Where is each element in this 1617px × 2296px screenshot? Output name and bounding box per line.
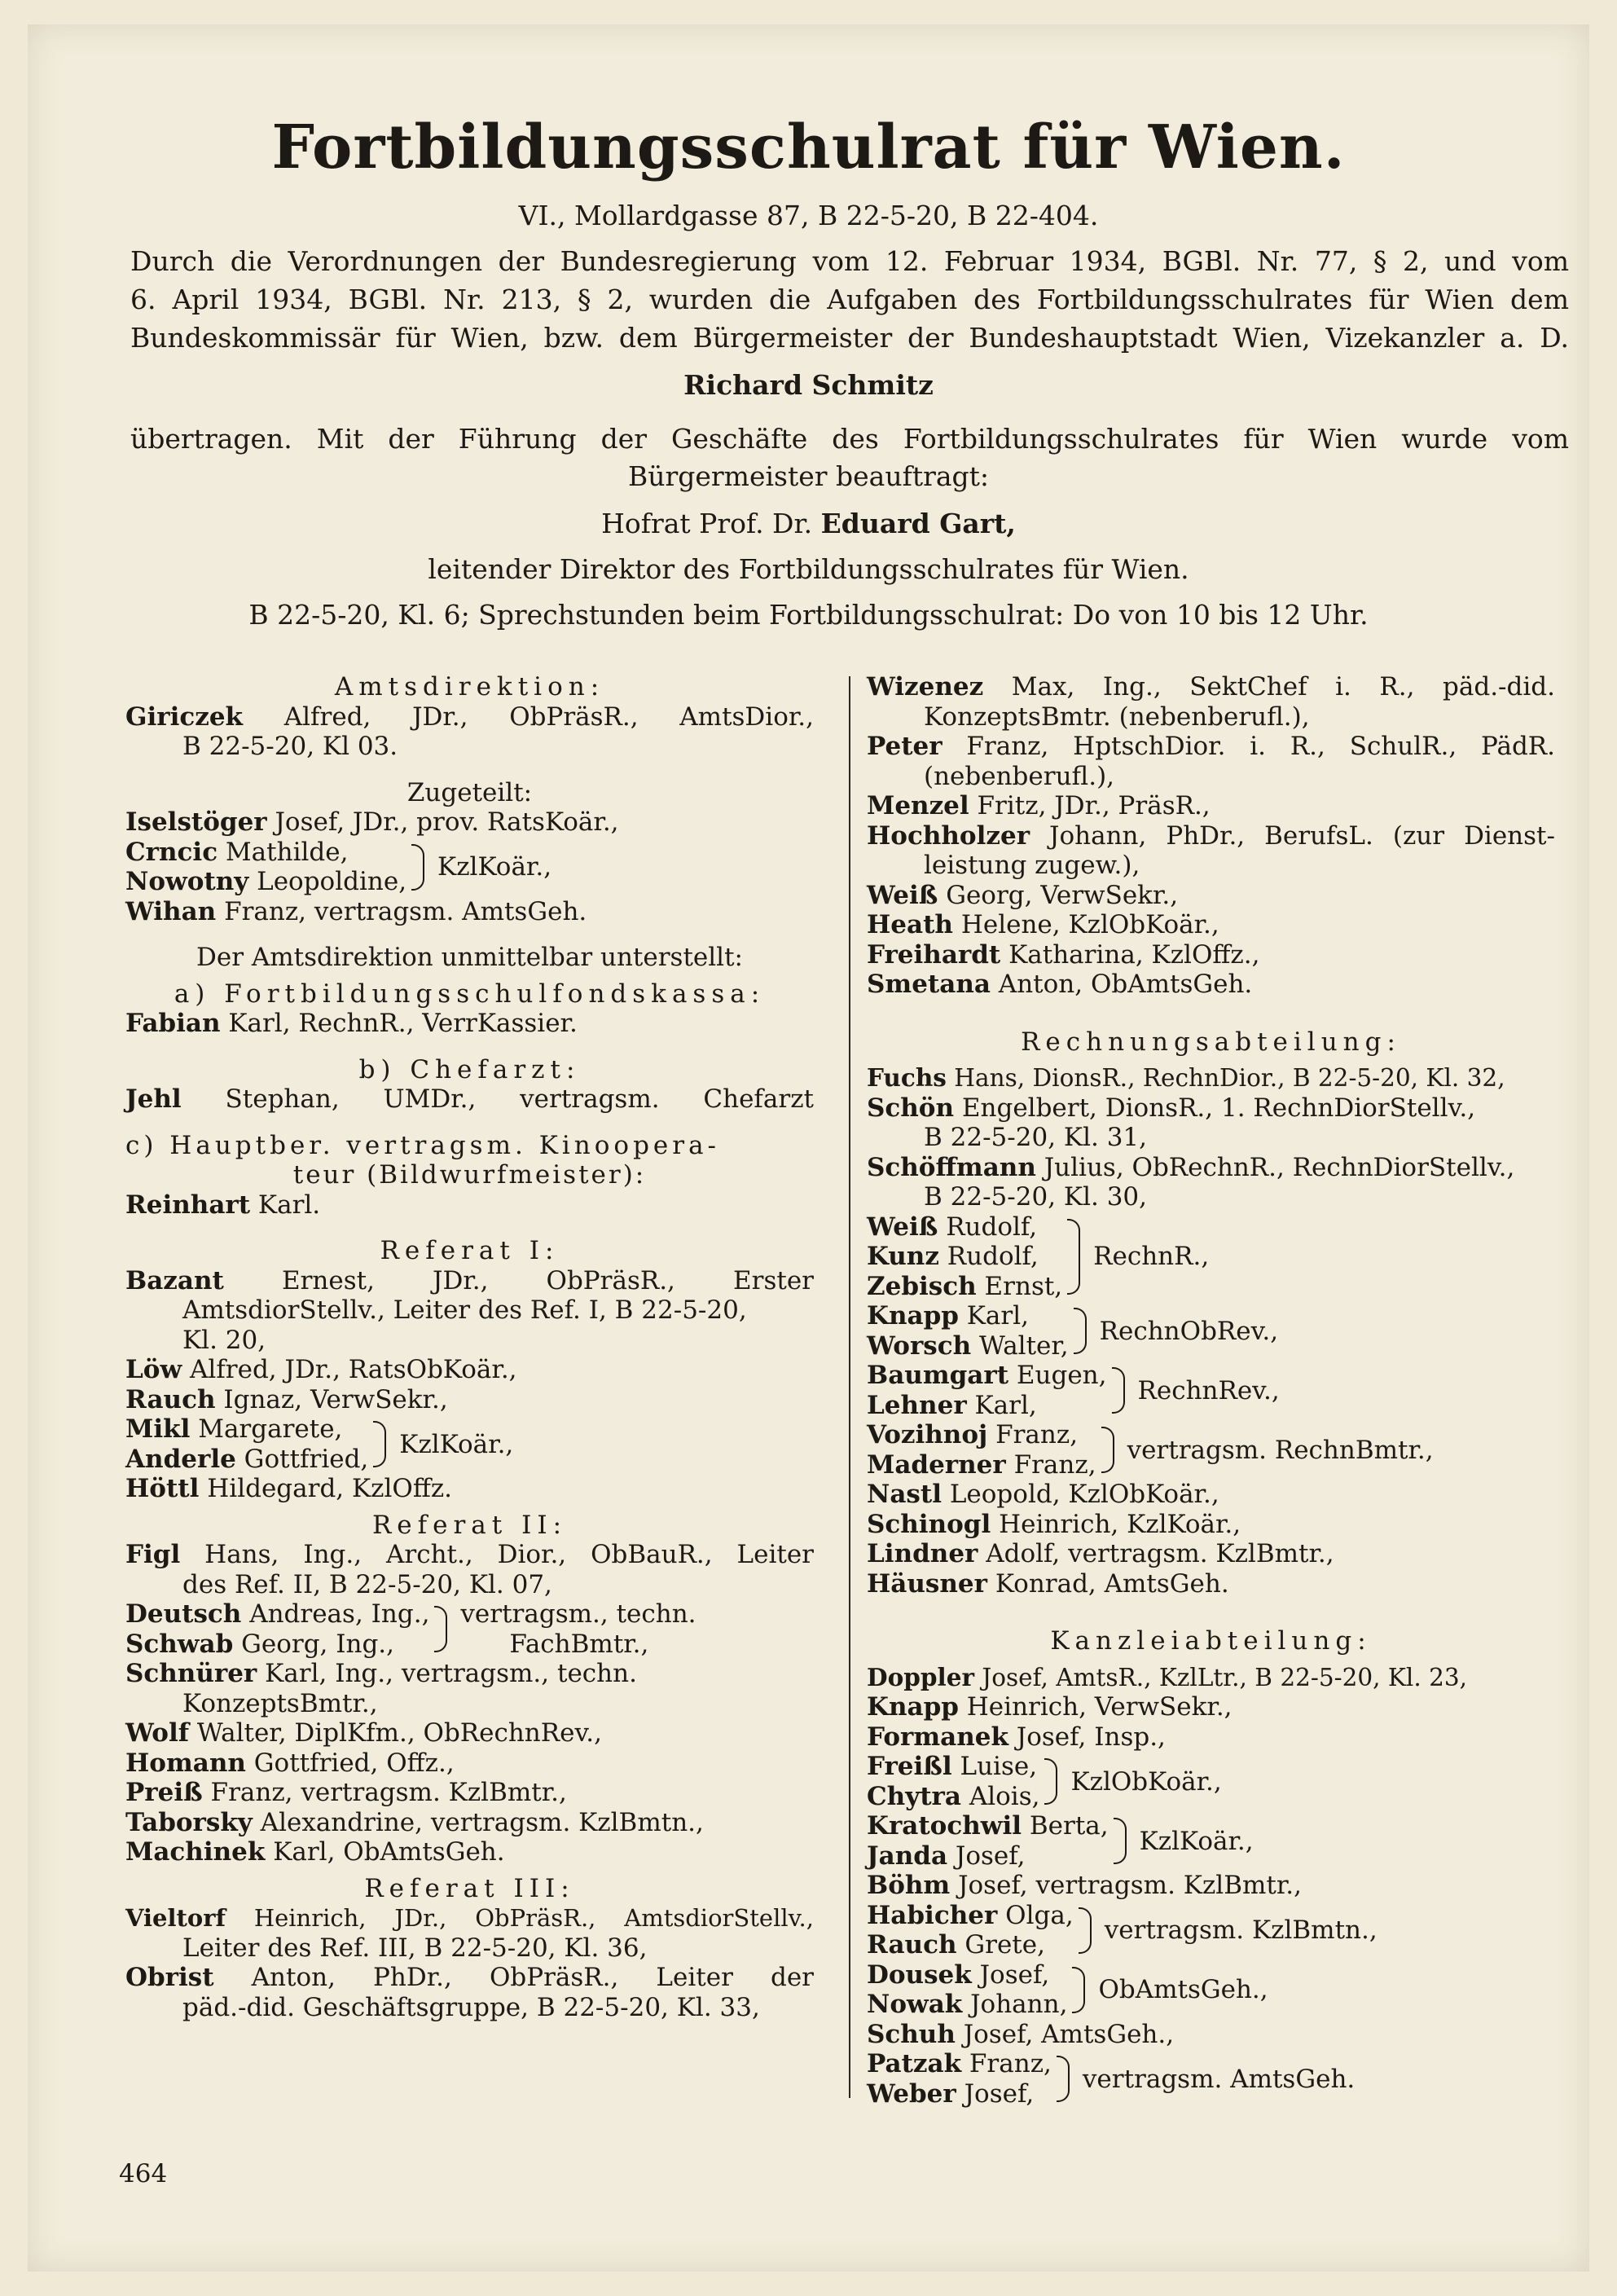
entry-worsch: Worsch Walter, [867,1331,1069,1361]
page-number: 464 [119,2159,168,2188]
intro-line-5: Bürgermeister beauftragt: [627,460,990,492]
section-heading-referat-3: Referat III: [364,1873,575,1903]
brace [1057,2056,1070,2102]
entry-schoen: Schön Engelbert, DionsR., 1. RechnDiorStellv., [867,1093,1476,1123]
section-heading-kinooperateur-cont: teur (Bildwurfmeister): [292,1160,647,1190]
group-kzlkoaer-1 [125,838,814,897]
entry-fuchs: Fuchs Hans, DionsR., RechnDior., B 22-5-20, Kl. 32, [867,1063,1505,1092]
intro-name-gart: Eduard Gart, [820,508,1016,539]
entry-mikl: Mikl Margarete, [125,1414,343,1444]
group-kzlkoaer-3 [867,1811,1555,1871]
group-obamtsgeh [867,1960,1555,2020]
brace [1044,1758,1057,1805]
entry-vozihnoj: Vozihnoj Franz, [867,1420,1079,1449]
intro-name-schmitz: Richard Schmitz [683,369,934,401]
section-heading-rechnungsabteilung: Rechnungsabteilung: [1021,1027,1401,1057]
entry-smetana: Smetana Anton, ObAmtsGeh. [867,970,1253,999]
address-line: VI., Mollardgasse 87, B 22-5-20, B 22-404. [518,200,1099,231]
brace [411,844,424,891]
entry-schinogl: Schinogl Heinrich, KzlKoär., [867,1509,1241,1539]
group-kzlbmtn [867,1901,1555,1960]
entry-deutsch: Deutsch Andreas, Ing., [125,1599,430,1629]
entry-lindner: Lindner Adolf, vertragsm. KzlBmtr., [867,1539,1334,1568]
entry-taborsky: Taborsky Alexandrine, vertragsm. KzlBmtn., [125,1807,704,1837]
brace [1101,1427,1114,1473]
intro-line-1: Durch die Verordnungen der Bundesregierung vom 12. Februar 1934, BGBl. Nr. 77, § 2, und vom [130,245,1569,277]
entry-weiss-rudolf: Weiß Rudolf, [867,1212,1038,1242]
entry-loew: Löw Alfred, JDr., RatsObKoär., [125,1355,517,1384]
entry-hochholzer: Hochholzer Johann, PhDr., BerufsL. (zur Dienst- [867,820,1555,851]
shared-title: ObAmtsGeh., [1098,1975,1268,2004]
entry-iselstoeger: Iselstöger Josef, JDr., prov. RatsKoär., [125,807,619,837]
brace [1114,1818,1127,1864]
entry-freissl: Freißl Luise, [867,1752,1038,1781]
shared-title: KzlKoär., [1139,1826,1254,1856]
intro-line-6-prefix: Hofrat Prof. Dr. [601,508,821,539]
entry-obrist-cont: päd.-did. Geschäftsgruppe, B 22-5-20, Kl. 33, [182,1992,760,2022]
brace [1067,1219,1080,1295]
shared-title: KzlKoär., [399,1429,514,1459]
entry-kunz: Kunz Rudolf, [867,1242,1039,1271]
entry-bazant: Bazant Ernest, JDr., ObPräsR., Erster [125,1265,814,1295]
entry-bazant-cont-1: AmtsdiorStellv., Leiter des Ref. I, B 22-5-20, [182,1295,747,1325]
entry-habicher: Habicher Olga, [867,1900,1074,1930]
group-rechnrev [867,1361,1555,1420]
entry-jehl: Jehl Stephan, UMDr., vertragsm. Chefarzt [125,1084,814,1114]
entry-schoen-cont: B 22-5-20, Kl. 31, [924,1123,1147,1152]
entry-bazant-cont-2: Kl. 20, [182,1325,266,1355]
entry-nastl: Nastl Leopold, KzlObKoär., [867,1480,1219,1509]
entry-wolf: Wolf Walter, DiplKfm., ObRechnRev., [125,1718,603,1748]
entry-patzak: Patzak Franz, [867,2049,1052,2078]
entry-peter: Peter Franz, HptschDior. i. R., SchulR., PädR. [867,732,1555,761]
entry-maderner: Maderner Franz, [867,1449,1096,1480]
group-kzlkoaer-2 [125,1414,814,1474]
section-heading-zugeteilt: Zugeteilt: [406,777,533,807]
brace [434,1606,447,1652]
entry-schoeffmann: Schöffmann Julius, ObRechnR., RechnDiorStellv., [867,1152,1515,1182]
brace [1079,1907,1092,1954]
entry-schnuerer-cont: KonzeptsBmtr., [182,1688,378,1718]
shared-title: RechnR., [1093,1242,1210,1272]
entry-anderle: Anderle Gottfried, [125,1444,369,1474]
entry-heath: Heath Helene, KzlObKoär., [867,910,1219,939]
section-heading-kanzleiabteilung: Kanzleiabteilung: [1050,1626,1372,1656]
group-kzlobkoaer [867,1752,1555,1811]
left-column [125,672,814,2022]
entry-obrist: Obrist Anton, PhDr., ObPräsR., Leiter der [125,1963,814,1992]
brace [1074,1308,1087,1354]
entry-doppler: Doppler Josef, AmtsR., KzlLtr., B 22-5-20, Kl. 23, [867,1662,1468,1691]
section-heading-amtsdirektion: Amtsdirektion: [334,672,605,702]
entry-freihardt: Freihardt Katharina, KzlOffz., [867,939,1260,970]
entry-figl-cont: des Ref. II, B 22-5-20, Kl. 07, [182,1569,552,1599]
entry-boehm: Böhm Josef, vertragsm. KzlBmtr., [867,1871,1302,1900]
entry-rauch-grete: Rauch Grete, [867,1930,1045,1960]
entry-wizenez: Wizenez Max, Ing., SektChef i. R., päd.-did. [867,672,1555,702]
group-rechnr [867,1212,1555,1302]
group-rechnobrev [867,1301,1555,1361]
shared-title: KzlObKoär., [1070,1766,1222,1797]
entry-homann: Homann Gottfried, Offz., [125,1748,455,1778]
section-heading-kinooperateur: c) Hauptber. vertragsm. Kinoopera- [125,1130,721,1160]
brace [373,1421,386,1467]
entry-weber: Weber Josef, [867,2078,1035,2109]
shared-title: KzlKoär., [437,852,552,882]
entry-vieltorf: Vieltorf Heinrich, JDr., ObPräsR., AmtsdiorStellv., [125,1904,814,1932]
entry-janda: Janda Josef, [867,1841,1026,1871]
entry-giriczek: Giriczek Alfred, JDr., ObPräsR., AmtsDior., [125,702,814,732]
entry-nowak: Nowak Johann, [867,1990,1068,2019]
entry-baumgart: Baumgart Eugen, [867,1361,1107,1390]
entry-crncic: Crncic Mathilde, [125,837,349,867]
entry-wizenez-cont: KonzeptsBmtr. (nebenberufl.), [924,702,1310,732]
entry-menzel: Menzel Fritz, JDr., PräsR., [867,791,1211,820]
intro-line-6 [28,505,1589,542]
entry-wihan: Wihan Franz, vertragsm. AmtsGeh. [125,896,587,926]
shared-title: RechnRev., [1137,1375,1280,1405]
group-amtsgeh [867,2049,1555,2109]
entry-hochholzer-cont: leistung zugew.), [924,851,1140,880]
shared-title: FachBmtr., [509,1629,649,1659]
entry-rauch: Rauch Ignaz, VerwSekr., [125,1384,448,1414]
section-heading-chefarzt: b) Chefarzt: [358,1054,581,1084]
entry-machinek: Machinek Karl, ObAmtsGeh. [125,1837,505,1867]
entry-giriczek-cont: B 22-5-20, Kl 03. [182,732,398,761]
entry-kratochwil: Kratochwil Berta, [867,1811,1109,1841]
shared-title: vertragsm., techn. [460,1599,696,1629]
entry-schoeffmann-cont: B 22-5-20, Kl. 30, [924,1182,1147,1212]
entry-fabian: Fabian Karl, RechnR., VerrKassier. [125,1009,578,1038]
intro-line-8: B 22-5-20, Kl. 6; Sprechstunden beim Fortbildungsschulrat: Do von 10 bis 12 Uhr. [248,599,1369,631]
shared-title: vertragsm. KzlBmtn., [1104,1916,1378,1945]
section-heading-kassa: a) Fortbildungsschulfondskassa: [174,979,766,1009]
entry-formanek: Formanek Josef, Insp., [867,1722,1166,1752]
unterstellt-line: Der Amtsdirektion unmittelbar unterstellt: [196,943,743,972]
entry-knapp-heinrich: Knapp Heinrich, VerwSekr., [867,1692,1233,1722]
entry-peter-cont: (nebenberufl.), [924,761,1115,791]
entry-dousek: Dousek Josef, [867,1960,1050,1990]
group-rechnbmtr [867,1420,1555,1480]
entry-preiss: Preiß Franz, vertragsm. KzlBmtr., [125,1778,567,1807]
entry-nowotny: Nowotny Leopoldine, [125,867,407,896]
entry-weiss-georg: Weiß Georg, VerwSekr., [867,880,1179,910]
section-heading-referat-1: Referat I: [380,1236,560,1265]
entry-chytra: Chytra Alois, [867,1781,1040,1811]
entry-hoettl: Höttl Hildegard, KzlOffz. [125,1474,453,1503]
shared-title: vertragsm. RechnBmtr., [1127,1435,1434,1465]
page-title: Fortbildungsschulrat für Wien. [271,112,1346,183]
column-divider [849,676,850,2098]
entry-schuh: Schuh Josef, AmtsGeh., [867,2019,1175,2049]
shared-title: RechnObRev., [1099,1316,1279,1346]
group-techn [125,1599,814,1659]
entry-schwab: Schwab Georg, Ing., [125,1629,395,1659]
brace [1072,1967,1085,2013]
entry-lehner: Lehner Karl, [867,1390,1037,1420]
section-heading-referat-2: Referat II: [371,1510,568,1540]
right-column [867,672,1555,2109]
intro-line-7: leitender Direktor des Fortbildungsschulrates für Wien. [428,553,1189,585]
entry-schnuerer: Schnürer Karl, Ing., vertragsm., techn. [125,1659,637,1688]
entry-vieltorf-cont: Leiter des Ref. III, B 22-5-20, Kl. 36, [182,1933,648,1963]
entry-zebisch: Zebisch Ernst, [867,1271,1063,1301]
entry-haeusner: Häusner Konrad, AmtsGeh. [867,1568,1229,1599]
intro-line-3: Bundeskommissär für Wien, bzw. dem Bürgermeister der Bundeshauptstadt Wien, Vizekanzler a. D. [130,322,1569,354]
shared-title: vertragsm. AmtsGeh. [1082,2064,1356,2094]
entry-knapp-karl: Knapp Karl, [867,1301,1030,1331]
intro-line-2: 6. April 1934, BGBl. Nr. 213, § 2, wurden die Aufgaben des Fortbildungsschulrates für Wien dem [130,284,1569,315]
entry-reinhart: Reinhart Karl. [125,1190,321,1220]
document-page [28,24,1589,2272]
entry-figl: Figl Hans, Ing., Archt., Dior., ObBauR., Leiter [125,1540,814,1569]
intro-line-4: übertragen. Mit der Führung der Geschäfte des Fortbildungsschulrates für Wien wurde vom [130,423,1569,455]
brace [1112,1367,1125,1414]
